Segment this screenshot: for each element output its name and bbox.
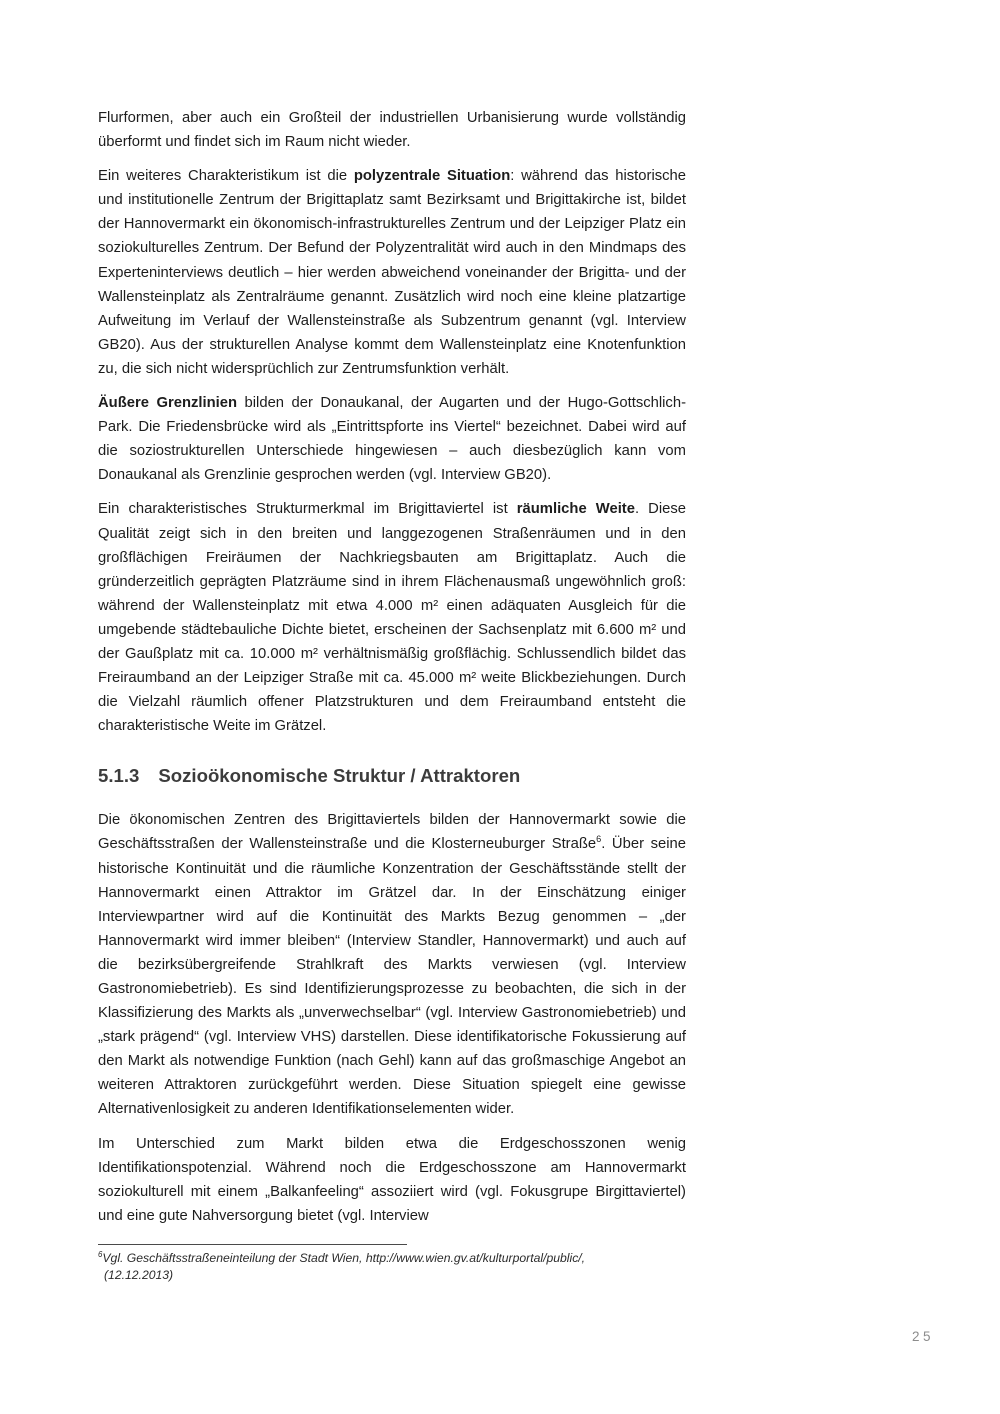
paragraph-aeussere-grenzlinien: Äußere Grenzlinien bilden der Donaukanal, der Augarten und der Hugo-Gottschlich-Park. Die Friedensbrücke wird als „Eintrittspforte ins Viertel“ bezeichnet. Dabei wird auf die soziostrukturellen Unterschiede hingewiesen – auch diesbezüglich kann vom Donaukanal als Grenzlinie gesprochen werden (vgl. Interview GB20). [98,395,686,484]
section-title: Sozioökonomische Struktur / Attraktoren [158,765,521,787]
section-number: 5.1.3 [98,765,140,787]
text-column [98,106,686,1285]
footnote-divider [98,1244,407,1245]
page-number: 25 [912,1329,935,1344]
footnote-marker: 6 [98,1249,103,1259]
paragraph-raeumliche-weite: Ein charakteristisches Strukturmerkmal im Brigittaviertel ist räumliche Weite. Diese Qualität zeigt sich in den breiten und langgezogenen Straßenräumen und in den großflächigen Freiräumen der Nachkriegsbauten am Brigittaplatz. Auch die gründerzeitlich geprägten Platzräume sind in ihrem Flächenausmaß ungewöhnlich groß: während der Wallensteinplatz mit etwa 4.000 m² einen adäquaten Ausgleich für die umgebende städtebauliche Dichte bietet, erscheinen der Sachsenplatz mit 6.600 m² und der Gaußplatz mit ca. 10.000 m² verhältnismäßig großflächig. Schlussendlich bildet das Freiraumband an der Leipziger Straße mit ca. 45.000 m² weite Blickbeziehungen. Durch die Vielzahl räumlich offener Platzstrukturen und dem Freiraumband entsteht die charakteristische Weite im Grätzel. [98,501,686,735]
footnote-line1: Vgl. Geschäftsstraßeneinteilung der Stadt Wien, http://www.wien.gv.at/kulturportal/public/, [102,1250,586,1265]
paragraph-flurformen: Flurformen, aber auch ein Großteil der industriellen Urbanisierung wurde vollständig überformt und findet sich im Raum nicht wieder. [98,110,686,151]
paragraph-oekonomische-zentren: Die ökonomischen Zentren des Brigittaviertels bilden der Hannovermarkt sowie die Geschäftsstraßen der Wallensteinstraße und die Klosterneuburger Straße$^6$. Über seine historische Kontinuität und die räumliche Konzentration der Geschäftsstände stellt der Hannovermarkt einen Attraktor im Grätzel dar. In der Einschätzung einiger Interviewpartner wird auf die Kontinuität des Markts Bezug genommen – „der Hannovermarkt wird immer bleiben“ (Interview Standler, Hannovermarkt) und auch auf die bezirksübergreifende Strahlkraft des Markts verwiesen (vgl. Interview Gastronomiebetrieb). Es sind Identifizierungsprozesse zu beobachten, die sich in der Klassifizierung des Markts als „unverwechselbar“ (vgl. Interview Gastronomiebetrieb) und „stark prägend“ (vgl. Interview VHS) darstellen. Diese identifikatorische Fokussierung auf den Markt als notwendige Funktion (nach Gehl) kann auf das großmaschige Angebot an weiteren Attraktoren zurückgeführt werden. Diese Situation spiegelt eine gewisse Alternativenlosigkeit zu anderen Identifikationselementen wider. [98,812,686,1118]
footnote-line2: (12.12.2013) [104,1268,174,1283]
footnote [98,1244,686,1285]
paragraph-erdgeschosszonen: Im Unterschied zum Markt bilden etwa die Erdgeschosszonen wenig Identifikationspotenzial. Während noch die Erdgeschosszone am Hannovermarkt soziokulturell mit einem „Balkanfeeling“ assoziiert wird (vgl. Fokusgrupe Birgittaviertel) und eine gute Nahversorgung bietet (vgl. Interview [98,1135,686,1224]
footnote-text [98,1250,686,1285]
paragraph-polyzentrale-situation: Ein weiteres Charakteristikum ist die polyzentrale Situation: während das historische und institutionelle Zentrum der Brigittaplatz samt Bezirksamt und Brigittakirche ist, bildet der Hannovermarkt ein ökonomisch-infrastrukturelles Zentrum und der Leipziger Platz ein soziokulturelles Zentrum. Der Befund der Polyzentralität wird auch in den Mindmaps des Experteninterviews deutlich – hier werden abweichend voneinander der Brigitta- und der Wallensteinplatz als Zentralräume genannt. Zusätzlich wird noch eine kleine platzartige Aufweitung im Verlauf der Wallensteinstraße als Subzentrum genannt (vgl. Interview GB20). Aus der strukturellen Analyse kommt dem Wallensteinplatz eine Knotenfunktion zu, die sich nicht widersprüchlich zur Zentrumsfunktion verhält. [98,168,686,377]
section-heading [98,765,686,787]
